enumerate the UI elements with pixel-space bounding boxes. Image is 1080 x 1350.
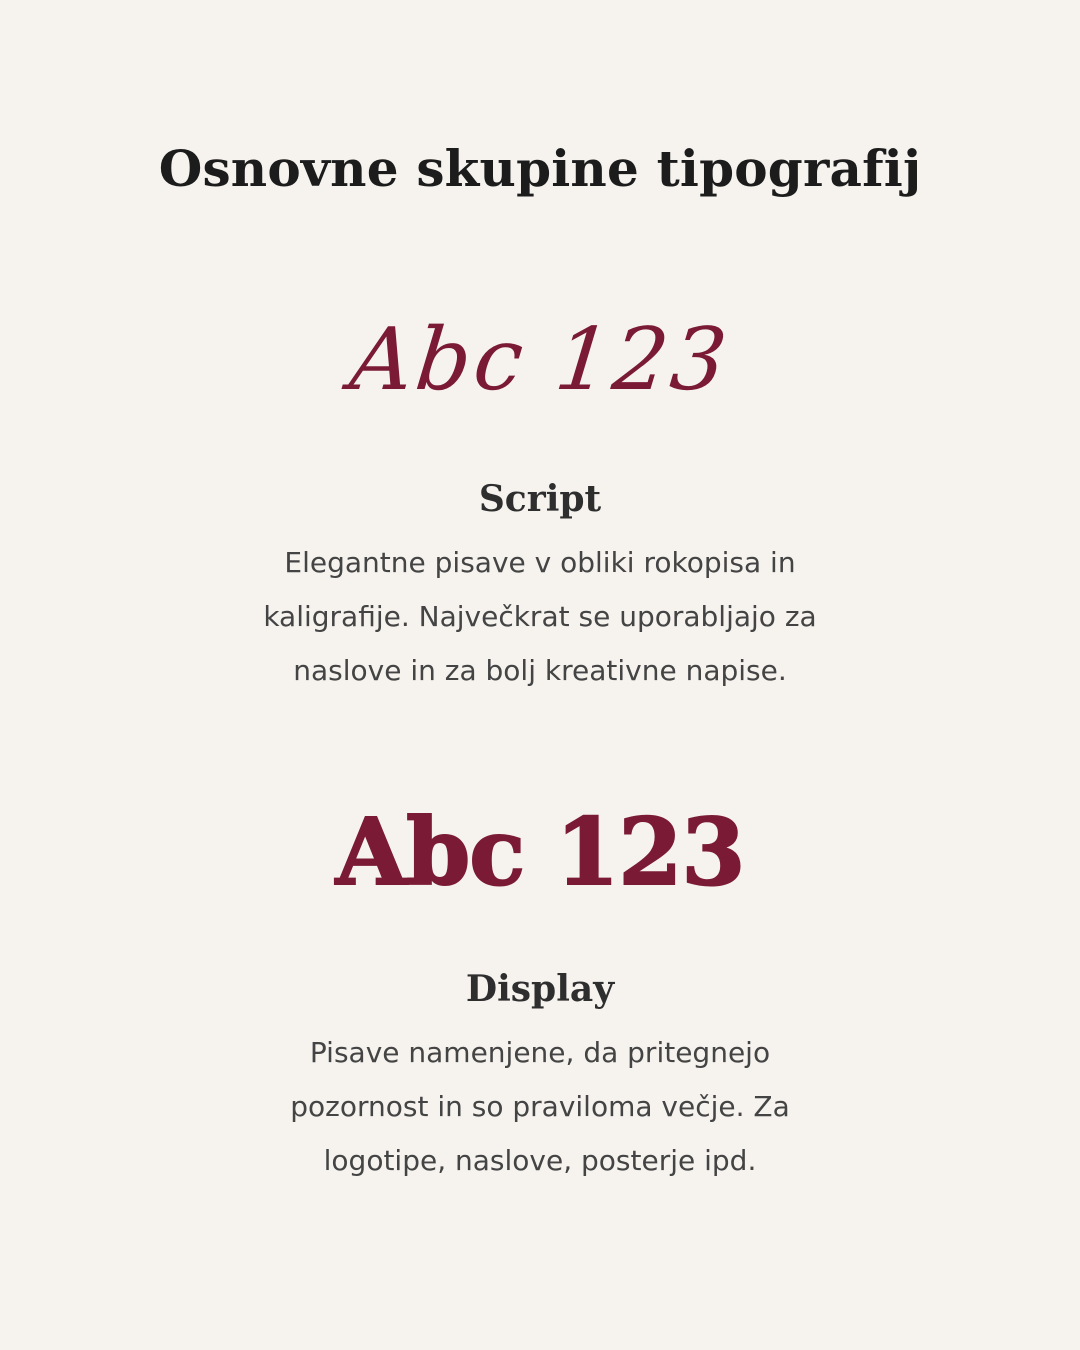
display-description-line: logotipe, naslove, posterje ipd. xyxy=(323,1144,757,1177)
script-description-line: naslove in za bolj kreativne napise. xyxy=(293,654,787,687)
page-title: Osnovne skupine tipografij xyxy=(158,139,922,198)
script-description-line: Elegantne pisave v obliki rokopisa in xyxy=(284,546,796,579)
display-description xyxy=(0,1026,1080,1188)
display-description-line: Pisave namenjene, da pritegnejo xyxy=(309,1036,771,1069)
display-description-line: pozornost in so praviloma večje. Za xyxy=(290,1090,790,1123)
display-heading: Display xyxy=(465,968,615,1010)
script-description-line: kaligrafije. Največkrat se uporabljajo za xyxy=(263,600,817,633)
script-heading: Script xyxy=(478,478,602,520)
script-description xyxy=(0,536,1080,698)
script-font-sample: Abc 123 xyxy=(345,310,735,410)
display-font-sample: Abc 123 xyxy=(335,798,745,906)
